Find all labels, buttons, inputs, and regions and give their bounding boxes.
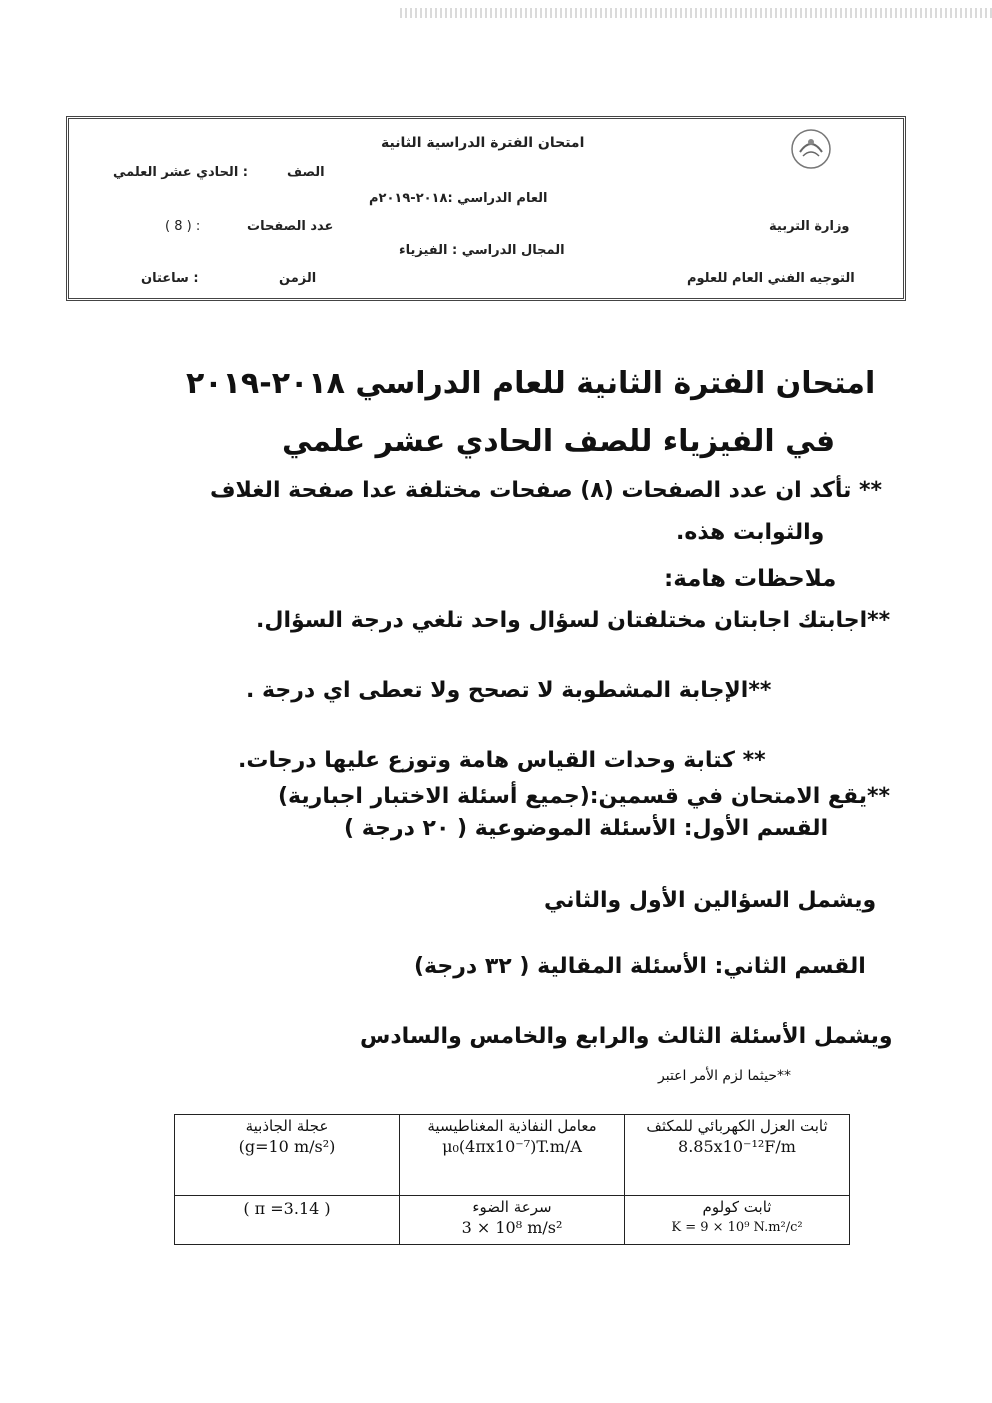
exam-title-header: امتحان الفترة الدراسية الثانية	[381, 135, 585, 151]
main-title: امتحان الفترة الثانية للعام الدراسي ٢٠١٨-٢٠١٩	[186, 366, 876, 401]
light-speed-cell	[400, 1196, 625, 1245]
subject-line: المجال الدراسي : الفيزياء	[399, 243, 565, 258]
pages-check-line2: والثوابت هذه.	[676, 520, 825, 545]
pages-value: : ( 8 )	[165, 219, 201, 234]
time-label: الزمن	[279, 271, 317, 286]
coulomb-cell	[625, 1196, 850, 1245]
note-two-answers: **اجابتك اجابتان مختلفتان لسؤال واحد تلغي درجة السؤال.	[256, 608, 891, 633]
ministry-emblem-icon	[788, 126, 834, 172]
constants-row	[175, 1115, 850, 1196]
scan-edge-noise	[400, 8, 992, 18]
sub-title: في الفيزياء للصف الحادي عشر علمي	[282, 424, 836, 459]
section-one-scope: ويشمل السؤالين الأول والثاني	[544, 888, 877, 913]
pi-value: ( π =3.14 )	[243, 1199, 331, 1218]
exam-header-box	[66, 116, 906, 301]
gravity-label: عجلة الجاذبية	[245, 1117, 329, 1135]
section-two: القسم الثاني: الأسئلة المقالية ( ٣٢ درجة)	[414, 954, 866, 979]
pi-cell	[175, 1196, 400, 1245]
section-one: القسم الأول: الأسئلة الموضوعية ( ٢٠ درجة )	[344, 816, 829, 841]
notes-heading: ملاحظات هامة:	[664, 566, 837, 592]
coulomb-value: K = 9 × 10⁹ N.m²/c²	[671, 1220, 803, 1235]
pages-label: عدد الصفحات	[247, 219, 334, 234]
ministry-name: وزارة التربية	[769, 219, 850, 234]
permeability-value: μ₀(4πx10⁻⁷)T.m/A	[442, 1137, 582, 1156]
permittivity-label: ثابت العزل الكهربائي للمكثف	[646, 1117, 828, 1135]
note-two-sections: **يقع الامتحان في قسمين:(جميع أسئلة الاختبار اجبارية)	[278, 784, 891, 809]
permeability-label: معامل النفاذية المغناطيسية	[427, 1117, 597, 1135]
pages-check-line1: ** تأكد ان عدد الصفحات (٨) صفحات مختلفة عدا صفحة الغلاف	[210, 478, 883, 503]
academic-year: العام الدراسي :٢٠١٨-٢٠١٩م	[369, 191, 548, 206]
grade-value: : الحادي عشر العلمي	[113, 165, 248, 180]
constants-table	[174, 1114, 850, 1245]
note-units: ** كتابة وحدات القياس هامة وتوزع عليها درجات.	[238, 748, 766, 773]
coulomb-label: ثابت كولوم	[702, 1198, 772, 1216]
section-two-scope: ويشمل الأسئلة الثالث والرابع والخامس والسادس	[360, 1024, 893, 1049]
constants-row	[175, 1196, 850, 1245]
grade-label: الصف	[287, 165, 325, 180]
note-crossed-answer: **الإجابة المشطوبة لا تصحح ولا تعطى اي درجة .	[246, 678, 772, 703]
time-value: : ساعتان	[141, 271, 199, 286]
gravity-cell	[175, 1115, 400, 1196]
permittivity-cell	[625, 1115, 850, 1196]
gravity-value: (g=10 m/s²)	[238, 1137, 336, 1156]
when-needed-note: **حيثما لزم الأمر اعتبر	[658, 1068, 791, 1084]
permeability-cell	[400, 1115, 625, 1196]
department-name: التوجيه الفني العام للعلوم	[687, 271, 855, 286]
permittivity-value: 8.85x10⁻¹²F/m	[678, 1137, 796, 1156]
light-speed-label: سرعة الضوء	[472, 1198, 552, 1216]
light-speed-value: 3 × 10⁸ m/s²	[461, 1218, 563, 1237]
